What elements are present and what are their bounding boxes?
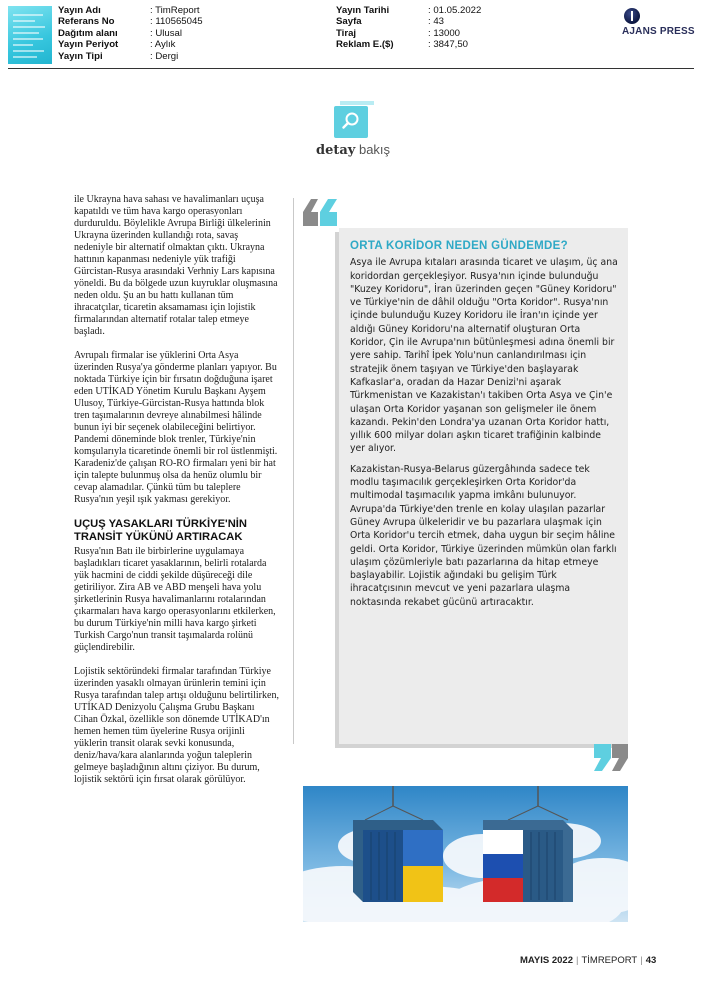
article-left-column — [74, 194, 279, 798]
section-icon-box — [334, 106, 368, 138]
page-thumbnail — [8, 6, 52, 64]
meta-value: : 43 — [428, 16, 445, 28]
meta-right — [336, 5, 481, 51]
ajans-press-logo — [618, 8, 696, 38]
meta-key: Sayfa — [336, 16, 362, 28]
press-clipping-header — [0, 0, 702, 72]
meta-value: : Ulusal — [150, 27, 182, 39]
article-subheading: UÇUŞ YASAKLARI TÜRKİYE'NİN TRANSİT YÜKÜNÜ ARTIRACAK — [74, 518, 247, 543]
meta-value: : 13000 — [428, 27, 461, 39]
meta-key: Yayın Adı — [58, 5, 101, 16]
box-paragraph: Asya ile Avrupa kıtaları arasında ticaret ve ulaşım, üç ana koridordan gerçekleşiyor. Rusya'nın içinde bulunduğu "Kuzey Koridoru", İran üzerinden geçen "Güney Koridoru" ve Türkiye'nin de dâhil olduğu "Orta Koridor". Rusya'nın içinde bulunduğu Kuzey Koridoru ile İran'ın içinde yer aldığı Güney Koridoru'na alternatif oluşturan Orta Koridor, Çin ile Avrupa'nın bütünleşmesi adına önemli bir yere sahip. Tarihî İpek Yolu'nun canlandırılması için stratejik önem taşıyan ve Türkiye'den başlayarak Kafkaslar'a, oradan da Hazar Denizi'ni aşarak Türkmenistan ve Kazakistan'ı takiben Orta Asya ve Çin'e ulaşan Orta Koridor yaşanan son gelişmeler ile önem kazandı. Pekin'den Londra'ya uzanan Orta Koridor hattı, yıllık 600 milyar doları aşkın ticaret trafiğinin kalbinde yer alıyor. — [350, 257, 618, 455]
section-label — [316, 142, 390, 158]
column-divider — [293, 198, 294, 744]
meta-value: : TimReport — [150, 5, 200, 16]
article-paragraph: Rusya'nın Batı ile birbirlerine uygulamaya başladıkları ticaret yasaklarının, belirli rotalarda yük hacmini de ciddi şekilde düşüreceği dile getiriliyor. Zira AB ve ABD menşeli hava yolu şirketlerinin Rusya havalimanlarını rotalarından çıkarmaları hava kargo operasyonlarını etkilerken, bu durum Türkiye'nin milli hava kargo şirketi Turkish Cargo'nun transit taşımalarda rolünü güçlendirebilir. — [74, 546, 276, 653]
magnifier-icon — [341, 111, 361, 131]
close-quote-icon — [592, 742, 630, 774]
section-label-bold: detay — [316, 143, 356, 158]
containers-flags-photo — [303, 786, 628, 922]
globe-icon — [624, 8, 640, 24]
meta-value: : Dergi — [150, 50, 179, 62]
meta-value: : 01.05.2022 — [428, 5, 482, 16]
sidebar-info-box — [339, 228, 628, 744]
logo-text: AJANS PRESS — [622, 26, 695, 37]
meta-left — [58, 5, 203, 62]
meta-key: Yayın Tipi — [58, 50, 103, 62]
meta-value: : Aylık — [150, 39, 176, 51]
meta-key: Tiraj — [336, 27, 357, 39]
article-paragraph: ile Ukrayna hava sahası ve havalimanları uçuşa kapatıldı ve tüm hava kargo operasyonları durduruldu. Böylelikle Avrupa Birliği ülkelerinin Ukrayna üzerinden kullandığı rota, savaş nedeniyle bir alternatif olmaktan çıktı. Ukrayna hattının kapanması nedeniyle yük trafiği Gürcistan-Rusya arasındaki Verhniy Lars kapısına yöneldi. Bu da bölgede uzun kuyruklar oluşmasına neden oldu. Şu an bu hattı kullanan tüm ihracatçılar, ticaretin aksamaması için lojistik firmalarından alternatif rotalar talep etmeye başladı. — [74, 194, 278, 337]
page-number: 43 — [645, 955, 657, 966]
footer-month: MAYIS 2022 — [520, 955, 573, 966]
meta-key: Reklam E.($) — [336, 39, 394, 51]
box-title: ORTA KORİDOR NEDEN GÜNDEMDE? — [350, 240, 568, 252]
meta-key: Referans No — [58, 16, 115, 28]
box-paragraph: Kazakistan-Rusya-Belarus güzergâhında sadece tek modlu taşımacılık gerçekleşirken Orta Koridor'da multimodal taşımacılık yapma imkânı bulunuyor. Avrupa'da Türkiye'den trenle en kolay ulaşılan pazarlar Güney Avrupa ülkeleridir ve bu pazarlara ulaşmak için Orta Koridor'u tercih etmek, daha uygun bir seçim hâline geldi. Orta Koridor, Türkiye üzerinden mümkün olan farklı ulaşım çözümleriyle batı pazarlarına da hitap etmeye başlayabilir. Lojistik ağındaki bu gelişim Türk ihracatçısının mevcut ve yeni pazarlara ulaşma noktasında rekabet gücünü artıracaktır. — [350, 463, 617, 608]
meta-key: Dağıtım alanı — [58, 27, 118, 39]
meta-key: Yayın Tarihi — [336, 5, 390, 16]
article-paragraph: Avrupalı firmalar ise yüklerini Orta Asya üzerinden Rusya'ya gönderme planları yapıyor. Bu noktada Türkiye için bir fırsatın doğduğuna işaret eden UTİKAD Yönetim Kurulu Başkanı Ayşem Ulusoy, Türkiye-Gürcistan-Rusya hattında blok tren taşımalarının devreye alınabilmesi hâlinde bunun iyi bir seçenek olabileceğini belirtiyor. Pandemi döneminde blok trenler, Türkiye'nin komşularıyla ticaretinde önemli bir rol üstlenmişti. Karadeniz'de çalışan RO-RO firmaları yeni bir hat için talepte bulunmuş olsa da henüz olumlu bir cevap alamadılar. Çünkü tüm bu taleplere Rusya'nın yeşil ışık yakması gerekiyor. — [74, 350, 278, 505]
footer-publication: TİMREPORT — [581, 955, 638, 966]
meta-key: Yayın Periyot — [58, 39, 119, 51]
section-logo — [316, 100, 396, 162]
open-quote-icon — [301, 196, 339, 228]
article-paragraph: Lojistik sektöründeki firmalar tarafından Türkiye üzerinden yasaklı olmayan ürünlerin temini için Rusya tarafından talep artışı olduğunu belirtilirken, UTİKAD Denizyolu Çalışma Grubu Başkanı Cihan Özkal, özellikle son dönemde UTİKAD'ın hemen hemen tüm üyelerine Rusya orijinli yüklerin transit olarak sevki konusunda, deniz/hava/kara alanlarında yoğun taleplerin gelmeye başladığının altını çiziyor. Bu durum, lojistik sektörü için fırsat olarak görülüyor. — [74, 666, 279, 785]
header-divider — [8, 68, 694, 69]
meta-value: : 3847,50 — [428, 39, 469, 51]
page-footer: MAYIS 2022 | TİMREPORT | 43 — [520, 955, 657, 966]
meta-value: : 110565045 — [150, 16, 203, 28]
section-label-light: bakış — [358, 142, 391, 157]
